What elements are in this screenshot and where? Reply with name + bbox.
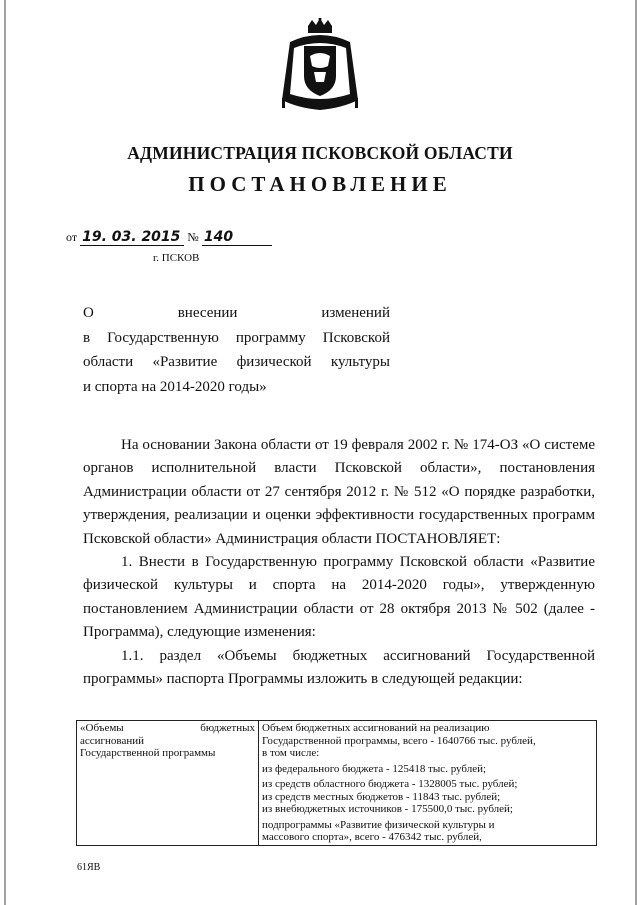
- date-prefix: от: [66, 230, 78, 244]
- body-paragraph-1: На основании Закона области от 19 февраля 2002 г. № 174-ОЗ «О системе органов исполнительной власти Псковской области», постановления Администрации области от 27 сентября 2012 г. № 512 «О порядке разработки, утверждения, реализации и оценки эффективности государственных программ Псковской области» Администрация области ПОСТАНОВЛЯЕТ:: [83, 437, 595, 547]
- scan-edge-right: [635, 0, 637, 905]
- federal-budget: из федерального бюджета - 125418 тыс. рублей;: [262, 762, 487, 775]
- subject-line-1: [83, 301, 390, 326]
- value-line: в том числе:: [262, 747, 320, 759]
- table-cell-value: [259, 721, 597, 846]
- coat-of-arms-icon: [272, 18, 368, 114]
- label-word: «Объемы: [80, 722, 124, 734]
- subject-line-4: и спорта на 2014-2020 годы»: [83, 378, 267, 395]
- subprogram-line-1: подпрограммы «Развитие физической культуры и: [262, 818, 495, 831]
- date-number-line: [66, 229, 272, 246]
- document-body: [83, 434, 595, 691]
- regional-budget: из средств областного бюджета - 1328005 тыс. рублей;: [262, 778, 518, 790]
- body-paragraph-3: 1.1. раздел «Объемы бюджетных ассигнований Государственной программы» паспорта Программы изложить в следующей редакции:: [83, 647, 595, 688]
- body-paragraph-2: 1. Внести в Государственную программу Псковской области «Развитие физической культуры и спорта на 2014-2020 годы», утвержденную постановлением Администрации области от 28 октября 2013 № 502 (далее - Программа), следующие изменения:: [83, 554, 595, 641]
- date-value: 19. 03. 2015: [80, 229, 184, 246]
- table-row: [77, 721, 597, 846]
- subject-word: изменений: [321, 305, 390, 321]
- label-line-1: [80, 722, 255, 735]
- value-line: Объем бюджетных ассигнований на реализацию: [262, 722, 490, 734]
- label-word: бюджетных: [200, 722, 255, 734]
- subject-line-3: области «Развитие физической культуры: [83, 354, 390, 370]
- subject-word: О: [83, 305, 94, 321]
- extrabudget-sources: из внебюджетных источников - 175500,0 тыс. рублей;: [262, 803, 513, 815]
- budget-allocations-table: [76, 720, 597, 846]
- subject-line-2: в Государственную программу Псковской: [83, 329, 390, 346]
- footer-code: 61ЯВ: [77, 862, 101, 873]
- local-budget: из средств местных бюджетов - 11843 тыс. рублей;: [262, 790, 501, 803]
- number-value: 140: [202, 229, 272, 246]
- subject-word: внесении: [177, 305, 238, 321]
- scan-edge-left: [4, 0, 6, 905]
- number-prefix: №: [187, 230, 199, 244]
- label-line-3: Государственной программы: [80, 747, 216, 759]
- subprogram-line-2: массового спорта», всего - 476342 тыс. рублей,: [262, 831, 482, 843]
- total-allocation: [262, 722, 593, 760]
- document-subject: [83, 301, 390, 399]
- value-line: Государственной программы, всего - 1640766 тыс. рублей,: [262, 734, 536, 747]
- city-label: г. ПСКОВ: [153, 252, 200, 264]
- table-cell-label: [77, 721, 259, 846]
- organization-title: АДМИНИСТРАЦИЯ ПСКОВСКОЙ ОБЛАСТИ: [127, 143, 513, 163]
- document-type-title: ПОСТАНОВЛЕНИЕ: [188, 172, 452, 196]
- label-line-2: ассигнований: [80, 734, 145, 747]
